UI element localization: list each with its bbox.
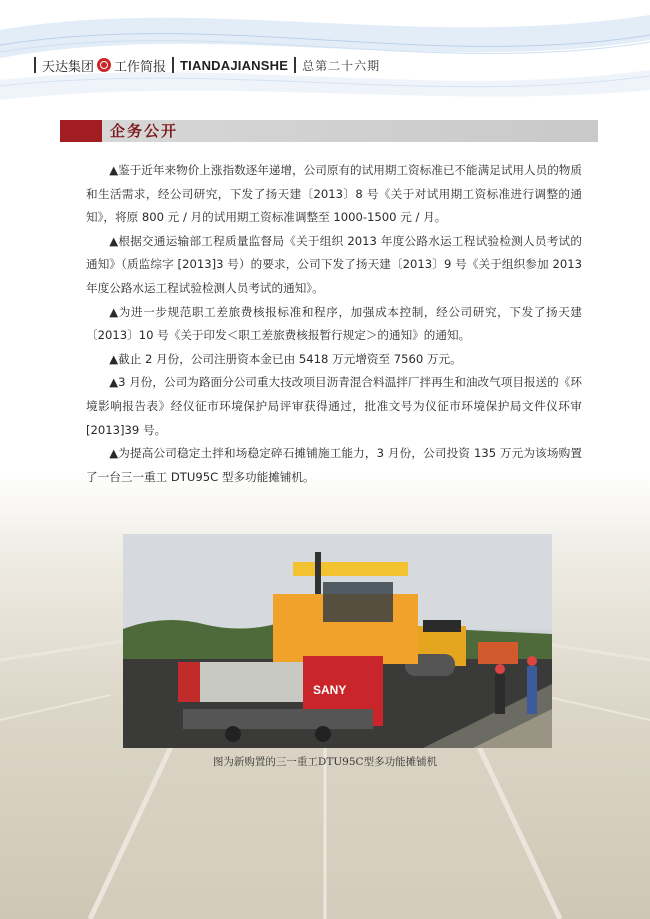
brand-name-en: TIANDAJIANSHE — [180, 57, 289, 73]
section-header — [60, 120, 598, 142]
brand-name-cn: 天达集团 — [42, 59, 95, 75]
paragraph: ▲为进一步规范职工差旅费核报标准和程序，加强成本控制，经公司研究，下发了扬天建〔2013〕10 号《关于印发＜职工差旅费核报暂行规定＞的通知》的通知。 — [86, 304, 582, 343]
paragraph: ▲为提高公司稳定土拌和场稳定碎石摊铺施工能力，3 月份，公司投资 135 万元为该场购置了一台三一重工 DTU95C 型多功能摊铺机。 — [86, 446, 582, 484]
paragraph: ▲3 月份，公司为路面分公司重大技改项目沥青混合料温拌厂拌再生和油改气项目报送的《环境影响报告表》经仪征市环境保护局评审获得通过，批准文号为仪征市环境保护局文件仪环审 [2013]39 号。 — [86, 375, 582, 437]
article-body — [86, 159, 582, 489]
header-divider — [34, 57, 36, 73]
paver-photo — [123, 534, 552, 748]
publication-name: 工作简报 — [114, 59, 167, 75]
section-accent — [60, 120, 102, 142]
paragraph: ▲根据交通运输部工程质量监督局《关于组织 2013 年度公路水运工程试验检测人员考试的通知》（质监综字 [2013]3 号）的要求，公司下发了扬天建〔2013〕9 号《关于组织参加 2013 年度公路水运工程试验检测人员考试的通知》。 — [86, 233, 582, 295]
photo-caption: 图为新购置的三一重工DTU95C型多功能摊铺机 — [212, 756, 438, 768]
machine-brand: SANY — [313, 683, 347, 697]
paragraph: ▲鉴于近年来物价上涨指数逐年递增，公司原有的试用期工资标准已不能满足试用人员的物质和生活需求，经公司研究，下发了扬天建〔2013〕8 号《关于对试用期工资标准进行调整的通知》，将原 800 元 / 月的试用期工资标准调整至 1000-1500 元 / 月。 — [86, 163, 582, 225]
running-header — [34, 54, 380, 76]
issue-number: 总第二十六期 — [302, 58, 381, 73]
paragraph: ▲截止 2 月份，公司注册资本金已由 5418 万元增资至 7560 万元。 — [109, 351, 462, 366]
header-divider — [294, 57, 296, 73]
header-divider — [172, 57, 174, 73]
section-title: 企务公开 — [110, 122, 179, 140]
company-logo-icon — [97, 58, 111, 72]
